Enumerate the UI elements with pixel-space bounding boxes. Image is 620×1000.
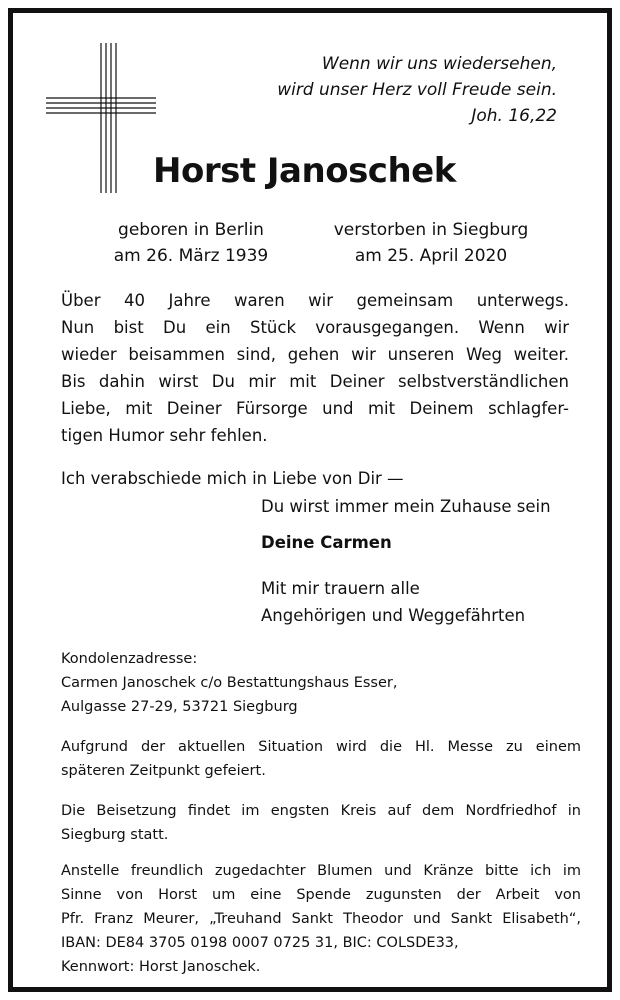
main-text-line: wieder beisammen sind, gehen wir unseren Weg weiter. [61, 345, 569, 364]
condolence-label: Kondolenzadresse: [61, 651, 198, 667]
condolence-line-2: Aulgasse 27-29, 53721 Siegburg [61, 699, 298, 715]
mass-notice [61, 735, 581, 783]
mass-notice-line-2: späteren Zeitpunkt gefeiert. [61, 763, 266, 779]
donation-line-5: Kennwort: Horst Janoschek. [61, 959, 261, 975]
farewell-line-1: Ich verabschiede mich in Liebe von Dir — [61, 469, 404, 488]
donation-line-1: Anstelle freundlich zugedachter Blumen und Kränze bitte ich im [61, 863, 581, 879]
main-text [61, 287, 569, 449]
quote-source: Joh. 16,22 [471, 106, 557, 126]
mass-notice-line-1: Aufgrund der aktuellen Situation wird die Hl. Messe zu einem [61, 739, 581, 755]
mourners-text [261, 575, 525, 629]
burial-notice [61, 799, 581, 847]
main-text-line: Bis dahin wirst Du mir mit Deiner selbstverständlichen [61, 372, 569, 391]
condolence-address [61, 647, 581, 719]
death-date: am 25. April 2020 [354, 246, 508, 266]
burial-notice-line-2: Siegburg statt. [61, 827, 169, 843]
burial-notice-line-1: Die Beisetzung findet im engsten Kreis auf dem Nordfriedhof in [61, 803, 581, 819]
main-text-line: Liebe, mit Deiner Fürsorge und mit Deinem schlagfer- [61, 399, 569, 418]
deceased-name: Horst Janoschek [153, 151, 456, 191]
mourners-line-1: Mit mir trauern alle [261, 579, 420, 598]
main-text-line: Nun bist Du ein Stück vorausgegangen. Wenn wir [61, 318, 569, 337]
birth-info [101, 217, 281, 269]
death-place: verstorben in Siegburg [333, 220, 529, 240]
birth-place: geboren in Berlin [118, 220, 264, 240]
bible-quote [217, 51, 557, 129]
quote-line-1: Wenn wir uns wiedersehen, [321, 54, 557, 74]
quote-line-2: wird unser Herz voll Freude sein. [277, 80, 557, 100]
donation-line-4: IBAN: DE84 3705 0198 0007 0725 31, BIC: COLSDE33, [61, 935, 459, 951]
donation-line-2: Sinne von Horst um eine Spende zugunsten der Arbeit von [61, 887, 581, 903]
main-text-line: Über 40 Jahre waren wir gemeinsam unterwegs. [61, 291, 569, 310]
signature: Deine Carmen [261, 533, 392, 552]
obituary-card [8, 8, 612, 992]
farewell-line-2: Du wirst immer mein Zuhause sein [261, 497, 551, 516]
main-text-line: tigen Humor sehr fehlen. [61, 426, 268, 445]
donation-notice [61, 859, 581, 979]
death-info [321, 217, 541, 269]
farewell-text [61, 465, 581, 521]
condolence-line-1: Carmen Janoschek c/o Bestattungshaus Esser, [61, 675, 398, 691]
cross-icon [46, 43, 156, 193]
birth-date: am 26. März 1939 [113, 246, 269, 266]
donation-line-3: Pfr. Franz Meurer, „Treuhand Sankt Theodor und Sankt Elisabeth“, [61, 911, 581, 927]
mourners-line-2: Angehörigen und Weggefährten [261, 606, 526, 625]
